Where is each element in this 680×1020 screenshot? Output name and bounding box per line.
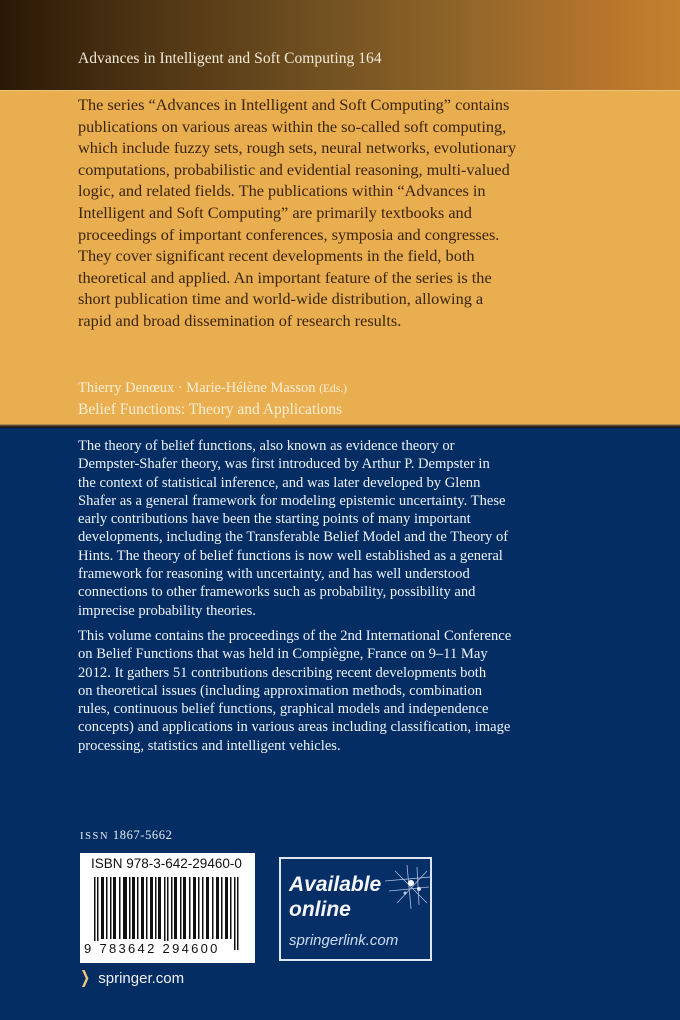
text-line: rapid and broad dissemination of research results.: [78, 310, 402, 330]
text-line: They cover significant recent developments in the field, both: [78, 246, 475, 266]
text-line: This volume contains the proceedings of the 2nd International Conference: [78, 628, 512, 644]
issn: [80, 828, 172, 843]
available-online-badge[interactable]: [279, 857, 432, 961]
book-description-paragraph-2: [78, 627, 598, 755]
text-line: Shafer as a general framework for modeling epistemic uncertainty. These: [78, 492, 506, 509]
text-line: Hints. The theory of belief functions is now well established as a general: [78, 547, 503, 564]
book-title: Belief Functions: Theory and Applications: [78, 401, 343, 418]
top-banner: [0, 0, 680, 90]
series-description: [78, 94, 578, 332]
available-text: Available: [289, 873, 382, 896]
text-line: proceedings of important conferences, symposia and congresses.: [78, 224, 500, 244]
text-line: publications on various areas within the so-called soft computing,: [78, 116, 507, 136]
isbn-barcode: [80, 853, 255, 963]
isbn-text: ISBN 978-3-642-29460-0: [91, 856, 242, 871]
issn-number: 1867-5662: [112, 828, 173, 842]
book-description-paragraph-1: [78, 437, 598, 620]
text-line: The series “Advances in Intelligent and Soft Computing” contains: [78, 95, 510, 114]
issn-label: ISSN: [80, 831, 110, 842]
chevron-right-icon: ❯: [80, 968, 91, 987]
springer-link[interactable]: [78, 968, 184, 988]
text-line: early contributions have been the starting points of many important: [78, 511, 471, 528]
text-line: The theory of belief functions, also known as evidence theory or: [78, 438, 455, 454]
text-line: processing, statistics and intelligent vehicles.: [78, 737, 341, 754]
sparkle-icon: [381, 863, 432, 911]
barcode-icon: [94, 877, 242, 950]
text-line: rules, continuous belief functions, graphical models and independence: [78, 701, 489, 718]
book-editors: [78, 380, 347, 397]
text-line: short publication time and world-wide distribution, allowing a: [78, 289, 484, 309]
text-line: 2012. It gathers 51 contributions describing recent developments both: [78, 664, 487, 681]
text-line: logic, and related fields. The publications within “Advances in: [78, 181, 486, 201]
text-line: Dempster-Shafer theory, was first introduced by Arthur P. Dempster in: [78, 456, 490, 473]
series-title: Advances in Intelligent and Soft Computing 164: [78, 50, 382, 67]
text-line: theoretical and applied. An important feature of the series is the: [78, 267, 492, 287]
text-line: concepts) and applications in various areas including classification, image: [78, 719, 511, 736]
text-line: Intelligent and Soft Computing” are primarily textbooks and: [78, 202, 472, 222]
text-line: framework for reasoning with uncertainty, and has well understood: [78, 566, 470, 583]
text-line: computations, probabilistic and evidential reasoning, multi-valued: [78, 159, 510, 179]
springer-link-text[interactable]: springer.com: [98, 969, 185, 987]
springerlink-url[interactable]: springerlink.com: [289, 932, 399, 949]
text-line: imprecise probability theories.: [78, 602, 256, 619]
text-line: connections to other frameworks such as probability, possibility and: [78, 584, 476, 601]
editor-names: Thierry Denœux · Marie-Hélène Masson: [78, 380, 316, 396]
barcode-digits-text: 9 783642 294600: [84, 941, 220, 956]
online-text: online: [289, 898, 351, 921]
barcode-digits: [83, 941, 221, 956]
text-line: on theoretical issues (including approximation methods, combination: [78, 682, 483, 699]
text-line: developments, including the Transferable Belief Model and the Theory of: [78, 529, 509, 546]
text-line: which include fuzzy sets, rough sets, neural networks, evolutionary: [78, 138, 517, 158]
text-line: the context of statistical inference, and was later developed by Glenn: [78, 474, 481, 491]
text-line: on Belief Functions that was held in Compiègne, France on 9–11 May: [78, 646, 488, 663]
editors-suffix: (Eds.): [319, 383, 347, 395]
